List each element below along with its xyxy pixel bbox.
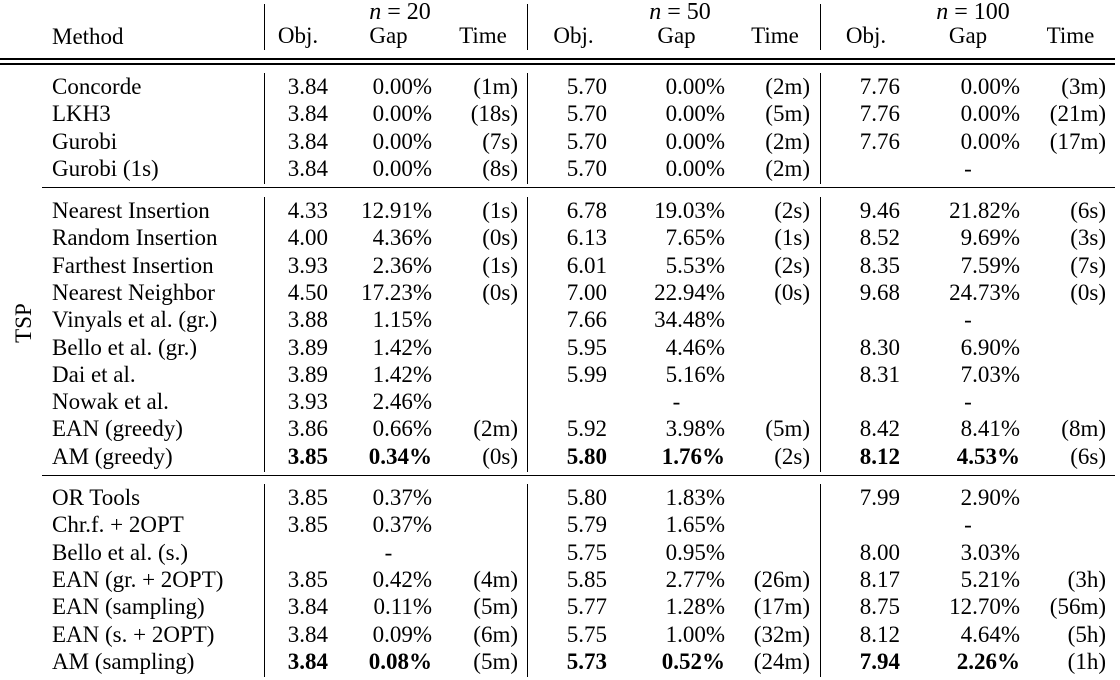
cell-obj: 7.76 bbox=[859, 128, 900, 154]
cell-obj: 8.75 bbox=[859, 594, 900, 620]
cell-obj: 5.85 bbox=[566, 566, 607, 592]
cell-obj: 8.17 bbox=[859, 566, 900, 592]
cell-gap: 0.00% bbox=[372, 101, 432, 127]
cell-gap: 1.65% bbox=[665, 512, 725, 538]
cell-gap: - bbox=[964, 389, 972, 415]
cell-time: (0s) bbox=[1070, 279, 1106, 305]
cell-gap: 12.70% bbox=[949, 594, 1020, 620]
cell-gap: 24.73% bbox=[949, 279, 1020, 305]
cell-obj: 3.93 bbox=[287, 389, 328, 415]
cell-obj: 3.84 bbox=[287, 648, 328, 674]
header-n-group bbox=[923, 0, 1023, 24]
cell-gap: 0.66% bbox=[372, 416, 432, 442]
cell-obj: 3.85 bbox=[287, 443, 328, 469]
cell-obj: 4.50 bbox=[287, 279, 328, 305]
cell-gap: 3.98% bbox=[665, 416, 725, 442]
cell-time: (5m) bbox=[473, 594, 518, 620]
section-separator bbox=[264, 197, 265, 472]
cell-gap: 1.83% bbox=[665, 485, 725, 510]
cell-obj: 5.79 bbox=[566, 512, 607, 538]
cell-time: (6m) bbox=[473, 621, 518, 647]
cell-time: (1h) bbox=[1067, 648, 1106, 674]
cell-obj: 5.99 bbox=[566, 361, 607, 387]
cell-time: (3s) bbox=[1070, 225, 1106, 251]
cell-obj: 5.70 bbox=[566, 101, 607, 127]
header-col-obj: Obj. bbox=[553, 23, 594, 48]
header-col-time: Time bbox=[1046, 23, 1095, 48]
section-separator bbox=[264, 484, 265, 677]
cell-time: (7s) bbox=[482, 128, 518, 154]
cell-gap: 12.91% bbox=[361, 198, 432, 223]
section-rule bbox=[42, 187, 1115, 188]
cell-time: (5m) bbox=[765, 101, 810, 127]
n-symbol: n bbox=[369, 0, 382, 25]
header-col-obj: Obj. bbox=[845, 23, 887, 48]
cell-gap: - bbox=[384, 539, 393, 565]
row-method: Nearest Insertion bbox=[52, 198, 210, 223]
row-method: Random Insertion bbox=[52, 225, 218, 251]
cell-obj: 5.70 bbox=[566, 128, 607, 154]
cell-obj: 5.75 bbox=[566, 621, 607, 647]
cell-time: (6s) bbox=[1070, 198, 1106, 223]
cell-gap: 5.16% bbox=[665, 361, 725, 387]
row-method: Gurobi (1s) bbox=[52, 155, 159, 181]
cell-obj: 5.95 bbox=[566, 334, 607, 360]
cell-gap: 4.36% bbox=[372, 225, 432, 251]
cell-obj: 5.73 bbox=[566, 648, 607, 674]
header-rule-bottom bbox=[0, 63, 1115, 65]
cell-obj: 3.93 bbox=[287, 252, 328, 278]
section-separator bbox=[264, 73, 265, 184]
section-separator bbox=[820, 197, 821, 472]
section-separator bbox=[527, 484, 528, 677]
cell-time: (0s) bbox=[774, 279, 810, 305]
cell-gap: 0.34% bbox=[368, 443, 432, 469]
cell-time: (21m) bbox=[1049, 101, 1106, 127]
cell-gap: 0.95% bbox=[665, 539, 725, 565]
cell-obj: 5.92 bbox=[566, 416, 607, 442]
cell-time: (0s) bbox=[482, 443, 518, 469]
cell-obj: 3.88 bbox=[287, 307, 328, 333]
cell-obj: 3.84 bbox=[287, 74, 328, 99]
section-separator bbox=[820, 484, 821, 677]
cell-time: (2m) bbox=[765, 128, 810, 154]
cell-time: (8s) bbox=[482, 155, 518, 181]
header-col-time: Time bbox=[751, 23, 799, 48]
row-method: Vinyals et al. (gr.) bbox=[52, 307, 218, 333]
cell-time: (5h) bbox=[1067, 621, 1106, 647]
cell-gap: 0.08% bbox=[368, 648, 432, 674]
cell-gap: 2.26% bbox=[956, 648, 1020, 674]
row-method: Gurobi bbox=[52, 128, 118, 154]
cell-gap: 0.00% bbox=[372, 155, 432, 181]
cell-obj: 9.68 bbox=[859, 279, 900, 305]
n-value: = 20 bbox=[381, 0, 431, 25]
cell-obj: 7.76 bbox=[859, 101, 900, 127]
cell-gap: 1.15% bbox=[372, 307, 432, 333]
cell-gap: 1.42% bbox=[372, 334, 432, 360]
cell-time: (5m) bbox=[473, 648, 518, 674]
cell-obj: 3.86 bbox=[287, 416, 328, 442]
cell-gap: 2.90% bbox=[960, 485, 1020, 510]
header-separator bbox=[264, 4, 265, 50]
cell-gap: - bbox=[964, 307, 972, 333]
cell-gap: 0.00% bbox=[960, 128, 1020, 154]
cell-time: (3m) bbox=[1061, 74, 1106, 99]
cell-obj: 5.70 bbox=[566, 74, 607, 99]
row-method: Bello et al. (gr.) bbox=[52, 334, 197, 360]
row-method: LKH3 bbox=[52, 101, 111, 127]
cell-gap: 1.76% bbox=[661, 443, 725, 469]
row-method: OR Tools bbox=[52, 485, 141, 510]
cell-gap: 4.64% bbox=[960, 621, 1020, 647]
cell-time: (24m) bbox=[753, 648, 810, 674]
cell-gap: 17.23% bbox=[361, 279, 432, 305]
cell-obj: 3.85 bbox=[287, 512, 328, 538]
cell-gap: 0.00% bbox=[960, 101, 1020, 127]
row-method: EAN (s. + 2OPT) bbox=[52, 621, 215, 647]
cell-time: (5m) bbox=[765, 416, 810, 442]
cell-time: (1s) bbox=[482, 252, 518, 278]
header-col-obj: Obj. bbox=[277, 23, 319, 48]
cell-time: (2s) bbox=[774, 252, 810, 278]
cell-gap: 0.00% bbox=[665, 128, 725, 154]
cell-gap: 1.00% bbox=[665, 621, 725, 647]
cell-gap: 0.00% bbox=[960, 74, 1020, 99]
row-method: Chr.f. + 2OPT bbox=[52, 512, 184, 538]
cell-obj: 9.46 bbox=[859, 198, 900, 223]
cell-time: (7s) bbox=[1070, 252, 1106, 278]
cell-obj: 3.89 bbox=[287, 361, 328, 387]
cell-gap: - bbox=[964, 155, 972, 181]
cell-gap: 4.46% bbox=[665, 334, 725, 360]
cell-gap: 0.11% bbox=[373, 594, 432, 620]
cell-obj: 5.75 bbox=[566, 539, 607, 565]
n-value: = 100 bbox=[948, 0, 1010, 25]
cell-gap: 22.94% bbox=[654, 279, 725, 305]
cell-obj: 5.80 bbox=[566, 485, 607, 510]
cell-obj: 3.84 bbox=[287, 621, 328, 647]
cell-time: (56m) bbox=[1049, 594, 1106, 620]
header-col-time: Time bbox=[459, 23, 507, 48]
section-separator bbox=[527, 197, 528, 472]
cell-obj: 6.13 bbox=[566, 225, 607, 251]
cell-obj: 5.80 bbox=[566, 443, 607, 469]
cell-obj: 3.89 bbox=[287, 334, 328, 360]
row-method: EAN (gr. + 2OPT) bbox=[52, 566, 224, 592]
cell-gap: 5.53% bbox=[665, 252, 725, 278]
cell-obj: 7.76 bbox=[859, 74, 900, 99]
cell-gap: 1.28% bbox=[665, 594, 725, 620]
cell-gap: 21.82% bbox=[949, 198, 1020, 223]
row-method: Bello et al. (s.) bbox=[52, 539, 189, 565]
cell-time: (1s) bbox=[774, 225, 810, 251]
cell-gap: 3.03% bbox=[960, 539, 1020, 565]
cell-time: (2m) bbox=[765, 155, 810, 181]
cell-gap: 0.37% bbox=[372, 485, 432, 510]
cell-obj: 3.85 bbox=[287, 485, 328, 510]
cell-time: (0s) bbox=[482, 225, 518, 251]
cell-obj: 6.78 bbox=[566, 198, 607, 223]
cell-obj: 4.33 bbox=[287, 198, 328, 223]
section-separator bbox=[527, 73, 528, 184]
row-method: AM (greedy) bbox=[52, 443, 173, 469]
cell-gap: 4.53% bbox=[956, 443, 1020, 469]
cell-time: (26m) bbox=[753, 566, 810, 592]
cell-obj: 8.31 bbox=[859, 361, 900, 387]
n-symbol: n bbox=[649, 0, 662, 25]
cell-gap: 0.00% bbox=[665, 74, 725, 99]
cell-time: (18s) bbox=[470, 101, 518, 127]
n-symbol: n bbox=[936, 0, 949, 25]
cell-gap: - bbox=[672, 389, 681, 415]
cell-time: (2m) bbox=[765, 74, 810, 99]
cell-time: (2s) bbox=[774, 198, 810, 223]
cell-time: (17m) bbox=[753, 594, 810, 620]
cell-gap: 0.09% bbox=[372, 621, 432, 647]
cell-gap: 19.03% bbox=[654, 198, 725, 223]
cell-gap: 7.59% bbox=[960, 252, 1020, 278]
cell-obj: 8.00 bbox=[859, 539, 900, 565]
cell-time: (32m) bbox=[753, 621, 810, 647]
n-value: = 50 bbox=[661, 0, 711, 25]
cell-obj: 3.85 bbox=[287, 566, 328, 592]
cell-time: (17m) bbox=[1049, 128, 1106, 154]
row-method: Concorde bbox=[52, 74, 142, 99]
cell-time: (2m) bbox=[473, 416, 518, 442]
header-separator bbox=[527, 4, 528, 50]
cell-obj: 3.84 bbox=[287, 101, 328, 127]
header-rule-top bbox=[0, 58, 1115, 60]
cell-gap: 0.37% bbox=[372, 512, 432, 538]
header-col-gap: Gap bbox=[369, 23, 408, 48]
cell-obj: 7.94 bbox=[859, 648, 900, 674]
cell-obj: 8.52 bbox=[859, 225, 900, 251]
cell-time: (8m) bbox=[1061, 416, 1106, 442]
cell-gap: 7.03% bbox=[960, 361, 1020, 387]
cell-obj: 7.00 bbox=[566, 279, 607, 305]
cell-gap: 9.69% bbox=[960, 225, 1020, 251]
cell-time: (4m) bbox=[473, 566, 518, 592]
cell-gap: 1.42% bbox=[372, 361, 432, 387]
cell-gap: - bbox=[964, 512, 972, 538]
problem-label: TSP bbox=[11, 303, 36, 343]
cell-time: (0s) bbox=[482, 279, 518, 305]
cell-obj: 7.66 bbox=[566, 307, 607, 333]
cell-obj: 3.84 bbox=[287, 594, 328, 620]
cell-gap: 0.00% bbox=[665, 155, 725, 181]
cell-gap: 8.41% bbox=[960, 416, 1020, 442]
cell-gap: 7.65% bbox=[665, 225, 725, 251]
cell-gap: 34.48% bbox=[654, 307, 725, 333]
cell-time: (3h) bbox=[1067, 566, 1106, 592]
cell-gap: 0.00% bbox=[372, 74, 432, 99]
header-separator bbox=[820, 4, 821, 50]
cell-gap: 5.21% bbox=[960, 566, 1020, 592]
row-method: EAN (greedy) bbox=[52, 416, 183, 442]
cell-obj: 7.99 bbox=[859, 485, 900, 510]
header-col-gap: Gap bbox=[948, 23, 988, 48]
header-method: Method bbox=[52, 24, 124, 49]
cell-obj: 8.12 bbox=[859, 443, 900, 469]
cell-obj: 8.12 bbox=[859, 621, 900, 647]
cell-gap: 6.90% bbox=[960, 334, 1020, 360]
cell-obj: 4.00 bbox=[287, 225, 328, 251]
cell-obj: 3.84 bbox=[287, 128, 328, 154]
header-col-gap: Gap bbox=[657, 23, 696, 48]
cell-gap: 2.77% bbox=[665, 566, 725, 592]
cell-gap: 0.00% bbox=[372, 128, 432, 154]
cell-obj: 5.77 bbox=[566, 594, 607, 620]
cell-gap: 0.52% bbox=[661, 648, 725, 674]
row-method: EAN (sampling) bbox=[52, 594, 205, 620]
row-method: Nearest Neighbor bbox=[52, 279, 215, 305]
row-method: Dai et al. bbox=[52, 361, 136, 387]
row-method: Farthest Insertion bbox=[52, 252, 214, 278]
header-n-group bbox=[630, 0, 730, 24]
cell-obj: 8.35 bbox=[859, 252, 900, 278]
cell-obj: 8.30 bbox=[859, 334, 900, 360]
section-rule bbox=[42, 475, 1115, 476]
cell-gap: 2.36% bbox=[372, 252, 432, 278]
cell-obj: 6.01 bbox=[566, 252, 607, 278]
cell-gap: 0.42% bbox=[372, 566, 432, 592]
row-method: Nowak et al. bbox=[52, 389, 169, 415]
cell-gap: 2.46% bbox=[372, 389, 432, 415]
cell-obj: 8.42 bbox=[859, 416, 900, 442]
cell-time: (6s) bbox=[1070, 443, 1106, 469]
cell-obj: 3.84 bbox=[287, 155, 328, 181]
cell-obj: 5.70 bbox=[566, 155, 607, 181]
header-n-group bbox=[350, 0, 450, 24]
cell-time: (1s) bbox=[482, 198, 518, 223]
cell-gap: 0.00% bbox=[665, 101, 725, 127]
row-method: AM (sampling) bbox=[52, 648, 195, 674]
section-separator bbox=[820, 73, 821, 184]
cell-time: (2s) bbox=[774, 443, 810, 469]
cell-time: (1m) bbox=[473, 74, 518, 99]
